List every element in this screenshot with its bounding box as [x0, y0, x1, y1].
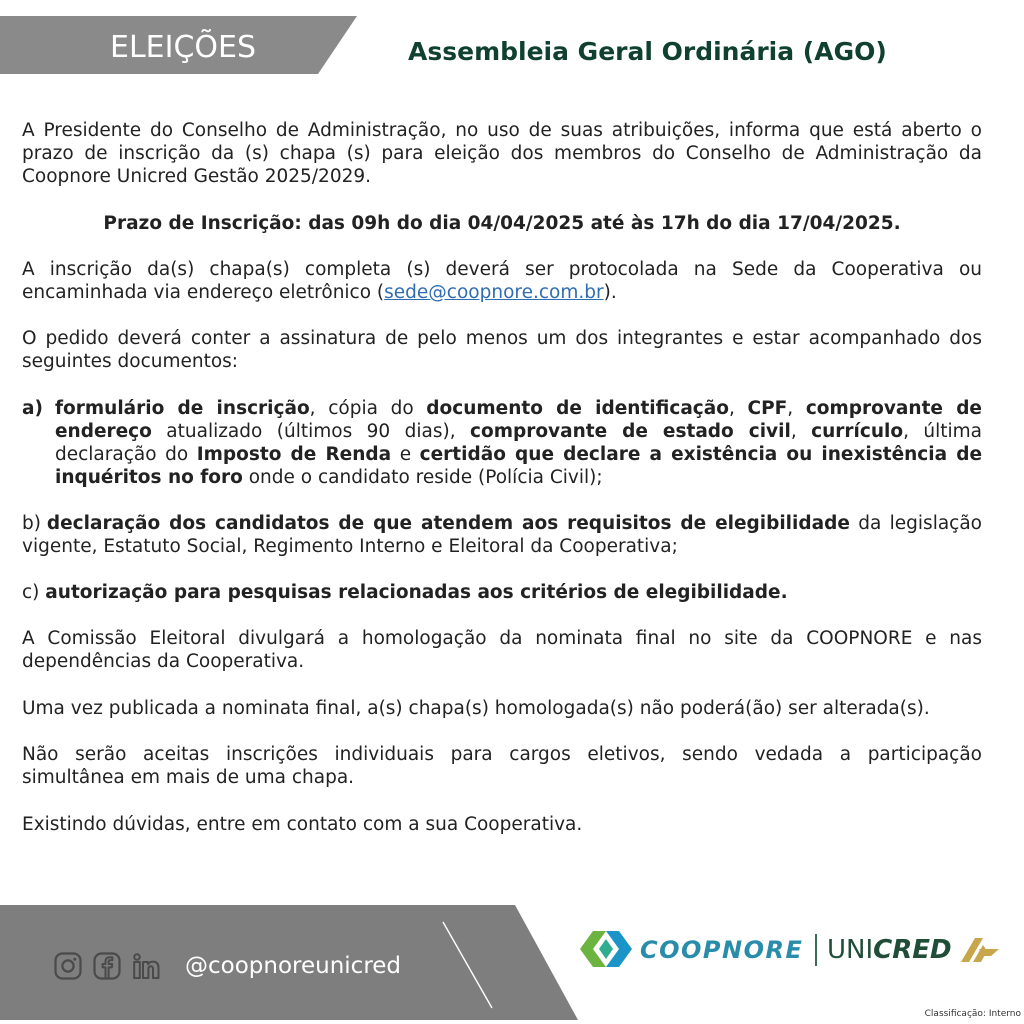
- requirements-intro-paragraph: [22, 327, 982, 373]
- unicred-wordmark: [827, 934, 952, 966]
- banner-label: ELEIÇÕES: [110, 30, 257, 65]
- item-a-marker: a): [22, 398, 43, 419]
- homologation-paragraph: [22, 627, 982, 673]
- item-a-text: , cópia do: [309, 398, 427, 419]
- coopnore-wordmark: COOPNORE: [640, 936, 804, 964]
- deadline-paragraph: [22, 212, 982, 235]
- item-b-line-2: vigente, Estatuto Social, Regimento Interno e Eleitoral da Cooperativa;: [22, 536, 678, 557]
- restrictions-line-2: simultânea em mais de uma chapa.: [22, 767, 355, 788]
- social-handle: @coopnoreunicred: [185, 953, 402, 979]
- unicred-wing-icon: [957, 935, 1001, 965]
- item-a-text: onde o candidato reside (Polícia Civil);: [242, 467, 603, 488]
- submission-prefix: encaminhada via endereço eletrônico (: [22, 282, 385, 303]
- final-list-paragraph: [22, 697, 982, 720]
- requirements-line-2: seguintes documentos:: [22, 351, 239, 372]
- item-c-marker: c): [22, 582, 40, 603]
- item-c-bold-text: autorização para pesquisas relacionadas aos critérios de elegibilidade.: [45, 582, 788, 603]
- contact-line: Existindo dúvidas, entre em contato com a sua Cooperativa.: [22, 814, 583, 835]
- intro-line-3: Coopnore Unicred Gestão 2025/2029.: [22, 166, 372, 187]
- facebook-icon: [92, 951, 122, 981]
- item-a-bold-text: currículo: [811, 421, 904, 442]
- item-a-text: ,: [728, 398, 748, 419]
- item-a: [55, 397, 982, 489]
- item-a-bold-text: inquéritos no foro: [55, 467, 243, 488]
- contact-paragraph: [22, 813, 982, 836]
- linkedin-icon: [131, 951, 161, 981]
- item-a-line-1: [55, 397, 982, 420]
- logo-separator: [815, 934, 817, 966]
- item-a-text: declaração do: [55, 444, 197, 465]
- item-b-line-1: [22, 512, 982, 535]
- item-a-bold-text: Imposto de Renda: [196, 444, 392, 465]
- item-b-text: da legislação: [849, 513, 982, 534]
- item-a-line-3: [55, 443, 982, 466]
- item-a-marker-box: [22, 397, 55, 420]
- item-a-text: ,: [787, 398, 806, 419]
- restrictions-line-1: Não serão aceitas inscrições individuais para cargos eletivos, sendo vedada a participação: [22, 744, 982, 765]
- final-list-line: Uma vez publicada a nominata final, a(s) chapa(s) homologada(s) não poderá(ão) ser alterada(s).: [22, 698, 930, 719]
- unicred-regular-part: UNI: [827, 935, 874, 965]
- submission-paragraph: [22, 258, 982, 304]
- item-b-marker: b): [22, 513, 41, 534]
- item-a-bold-text: comprovante de estado civil: [470, 421, 791, 442]
- item-a-line-4: [55, 466, 982, 489]
- homologation-line-2: dependências da Cooperativa.: [22, 651, 305, 672]
- footer-divider-line: [440, 920, 496, 1012]
- item-a-bold-text: endereço: [55, 421, 152, 442]
- item-a-bold-text: certidão que declare a existência ou inexistência de: [419, 444, 982, 465]
- item-a-text: ,: [790, 421, 812, 442]
- submission-suffix: ).: [603, 282, 617, 303]
- item-a-text: , última: [903, 421, 982, 442]
- homologation-line-1: A Comissão Eleitoral divulgará a homologação da nominata final no site da COOPNORE e nas: [22, 628, 982, 649]
- item-b: [22, 512, 982, 558]
- item-a-bold-text: documento de identificação: [426, 398, 729, 419]
- restrictions-paragraph: [22, 743, 982, 789]
- item-b-bold-text: declaração dos candidatos de que atendem aos requisitos de elegibilidade: [46, 513, 850, 534]
- deadline-text: Prazo de Inscrição: das 09h do dia 04/04/2025 até às 17h do dia 17/04/2025.: [103, 213, 901, 234]
- unicred-bold-part: CRED: [873, 935, 952, 965]
- submission-line-2: [22, 281, 982, 304]
- page-title: Assembleia Geral Ordinária (AGO): [408, 37, 887, 66]
- item-a-line-2: [55, 420, 982, 443]
- item-c-line: [22, 581, 982, 604]
- coopnore-logo-icon: [578, 929, 634, 969]
- requirements-line-1: O pedido deverá conter a assinatura de pelo menos um dos integrantes e estar acompanhado dos: [22, 328, 982, 349]
- intro-line-2: prazo de inscrição da (s) chapa (s) para eleição dos membros do Conselho de Administração da: [22, 143, 982, 164]
- intro-line-1: A Presidente do Conselho de Administração, no uso de suas atribuições, informa que está aberto o: [22, 120, 982, 141]
- instagram-icon: [53, 951, 83, 981]
- email-link[interactable]: sede@coopnore.com.br: [384, 282, 604, 303]
- classification-label: Classificação: Interno: [924, 1009, 1021, 1019]
- item-a-bold-text: comprovante de: [805, 398, 982, 419]
- item-c: [22, 581, 982, 604]
- item-a-bold-text: CPF: [747, 398, 788, 419]
- intro-paragraph: [22, 119, 982, 188]
- item-a-text: atualizado (últimos 90 dias),: [151, 421, 471, 442]
- item-a-text: e: [391, 444, 420, 465]
- item-a-bold-text: formulário de inscrição: [55, 398, 310, 419]
- submission-line-1: A inscrição da(s) chapa(s) completa (s) deverá ser protocolada na Sede da Cooperativa ou: [22, 259, 982, 280]
